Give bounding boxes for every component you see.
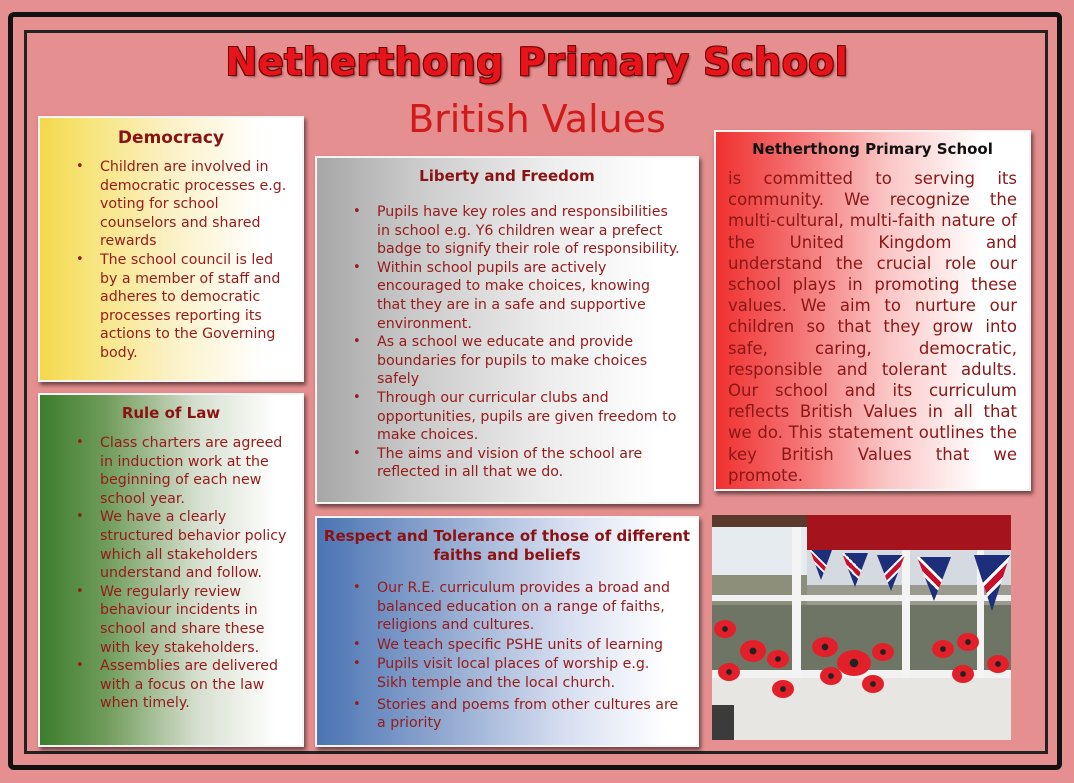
list-item: • We regularly review behaviour incidents in school and share these with key stakeholders.	[100, 583, 292, 657]
liberty-panel	[315, 156, 699, 504]
rule-of-law-panel	[38, 393, 304, 747]
poppy-icon	[952, 665, 974, 683]
poppy-icon	[837, 650, 871, 676]
poppy-icon	[718, 663, 740, 681]
list-item: • Within school pupils are actively encouraged to make choices, knowing that they are in a safe and supportive environment.	[377, 259, 683, 333]
democracy-list	[100, 158, 292, 363]
chair	[712, 705, 734, 740]
list-item: • Children are involved in democratic processes e.g. voting for school counselors and shared rewards	[100, 158, 292, 251]
respect-list	[377, 579, 683, 733]
poppy-icon	[820, 667, 842, 685]
liberty-heading: Liberty and Freedom	[419, 167, 595, 185]
page-title: Netherthong Primary School	[225, 40, 849, 84]
list-item: • Assemblies are delivered with a focus on the law when timely.	[100, 657, 292, 713]
list-item: • Stories and poems from other cultures are a priority	[377, 696, 683, 733]
list-item: • Class charters are agreed in induction work at the beginning of each new school year.	[100, 434, 292, 508]
rule-of-law-heading: Rule of Law	[121, 404, 221, 422]
statement-heading: Netherthong Primary School	[752, 140, 993, 158]
list-item: • Through our curricular clubs and opportunities, pupils are given freedom to make choices.	[377, 389, 683, 445]
poppy-icon	[772, 680, 794, 698]
list-item: • Pupils visit local places of worship e.g. Sikh temple and the local church.	[377, 655, 683, 692]
list-item: • We have a clearly structured behavior policy which all stakeholders understand and follow.	[100, 508, 292, 582]
list-item: • As a school we educate and provide boundaries for pupils to make choices safely	[377, 333, 683, 389]
poppy-icon	[862, 675, 884, 693]
classroom-window-poppies-photo	[712, 515, 1011, 740]
liberty-list	[377, 203, 683, 482]
window-frame	[712, 595, 1011, 601]
list-item: • Pupils have key roles and responsibilities in school e.g. Y6 children wear a prefect badge to signify their role of responsibility.	[377, 203, 683, 259]
ceiling	[712, 515, 807, 527]
poppy-icon	[812, 637, 838, 657]
respect-panel	[315, 516, 699, 747]
poppy-icon	[932, 640, 954, 658]
rule-of-law-list	[100, 434, 292, 713]
list-item: • We teach specific PSHE units of learning	[377, 636, 683, 655]
poppy-icon	[957, 633, 979, 651]
list-item: • Our R.E. curriculum provides a broad and balanced education on a range of faiths, religions and cultures.	[377, 579, 683, 635]
poppy-icon	[987, 655, 1009, 673]
list-item: • The school council is led by a member of staff and adheres to democratic processes reporting its actions to the Governing body.	[100, 251, 292, 363]
list-item: • The aims and vision of the school are reflected in all that we do.	[377, 445, 683, 482]
window-sill	[712, 678, 1011, 740]
democracy-heading: Democracy	[117, 128, 225, 148]
statement-text: is committed to serving its community. We recognize the multi-cultural, multi-faith nature of the United Kingdom and understand the crucial role our school plays in promoting these values. We aim to nurture our children so that they grow into safe, caring, democratic, responsible and tolerant adults. Our school and its curriculum reflects British Values in all that we do. This statement outlines the key British Values that we promote.	[728, 169, 1017, 485]
red-blind	[807, 515, 1011, 550]
page-subtitle: British Values	[408, 97, 666, 141]
respect-heading: Respect and Tolerance of those of different faiths and beliefs	[323, 527, 691, 564]
poppy-icon	[740, 640, 766, 662]
poppy-icon	[767, 650, 789, 668]
statement-panel	[714, 130, 1031, 491]
poppy-icon	[714, 620, 736, 638]
poppy-icon	[872, 643, 894, 661]
democracy-panel	[38, 116, 304, 382]
